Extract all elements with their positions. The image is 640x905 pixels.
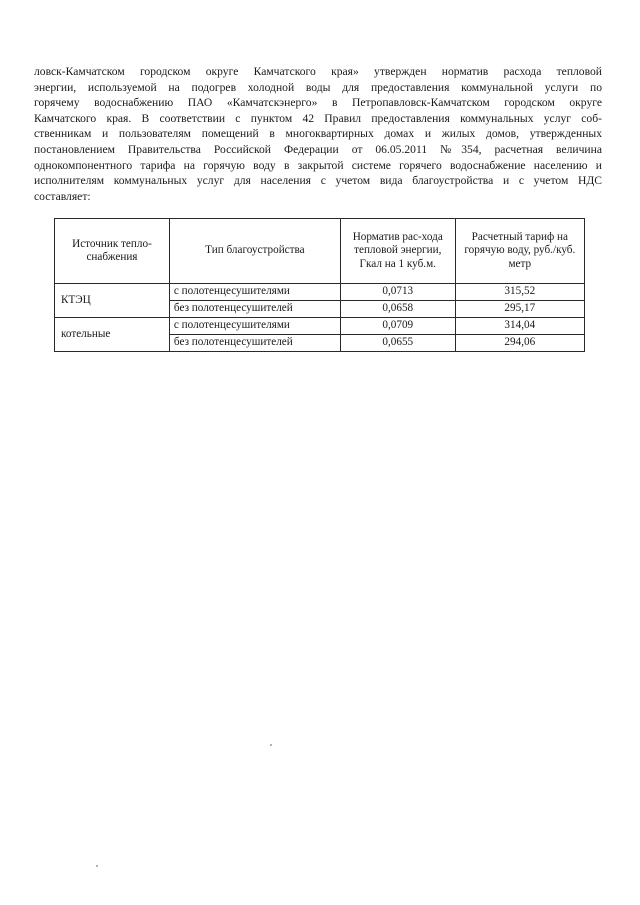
body-paragraph	[34, 64, 602, 204]
paragraph-line: исполнителям коммунальных услуг для населения с учетом вида благоустройства и с учетом НДС	[34, 174, 602, 188]
table-row	[55, 318, 585, 335]
tariff-cell: 314,04	[455, 318, 584, 335]
header-improvement-type: Тип благоустройства	[169, 219, 340, 284]
paragraph-line: горячему водоснабжению ПАО «Камчатскэнерго» в Петропавловск-Камчатском городском округе	[34, 96, 602, 110]
heat-norm-cell: 0,0709	[340, 318, 455, 335]
tariff-cell: 295,17	[455, 301, 584, 318]
header-heat-norm: Норматив рас-хода тепловой энергии, Гкал на 1 куб.м.	[340, 219, 455, 284]
heat-source-cell: КТЭЦ	[55, 284, 170, 318]
scan-speck	[96, 865, 98, 867]
heat-norm-cell: 0,0713	[340, 284, 455, 301]
paragraph-line: ственникам и пользователям помещений в многоквартирных домах и жилых домов, утвержденных	[34, 127, 602, 141]
scan-speck	[270, 744, 272, 746]
heat-norm-cell: 0,0655	[340, 335, 455, 352]
improvement-type-cell: без полотенцесушителей	[169, 335, 340, 352]
header-heat-source: Источник тепло-снабжения	[55, 219, 170, 284]
tariff-cell: 294,06	[455, 335, 584, 352]
tariff-table	[54, 218, 585, 352]
paragraph-line: однокомпонентного тарифа на горячую воду в закрытой системе горячего водоснабжение населению и	[34, 158, 602, 172]
heat-source-cell: котельные	[55, 318, 170, 352]
tariff-cell: 315,52	[455, 284, 584, 301]
table-row	[55, 284, 585, 301]
paragraph-line: энергии, используемой на подогрев холодной воды для предоставления коммунальной услуги по	[34, 80, 602, 94]
paragraph-line: ловск-Камчатском городском округе Камчатского края» утвержден норматив расхода тепловой	[34, 65, 602, 78]
improvement-type-cell: с полотенцесушителями	[169, 284, 340, 301]
table-header-row	[55, 219, 585, 284]
heat-norm-cell: 0,0658	[340, 301, 455, 318]
paragraph-line: составляет:	[34, 189, 91, 203]
improvement-type-cell: без полотенцесушителей	[169, 301, 340, 318]
header-tariff: Расчетный тариф на горячую воду, руб./куб. метр	[455, 219, 584, 284]
improvement-type-cell: с полотенцесушителями	[169, 318, 340, 335]
paragraph-line: постановлением Правительства Российской Федерации от 06.05.2011 №354, расчетная величина	[34, 142, 602, 156]
paragraph-line: Камчатского края. В соответствии с пунктом 42 Правил предоставления коммунальных услуг соб-	[34, 111, 602, 125]
